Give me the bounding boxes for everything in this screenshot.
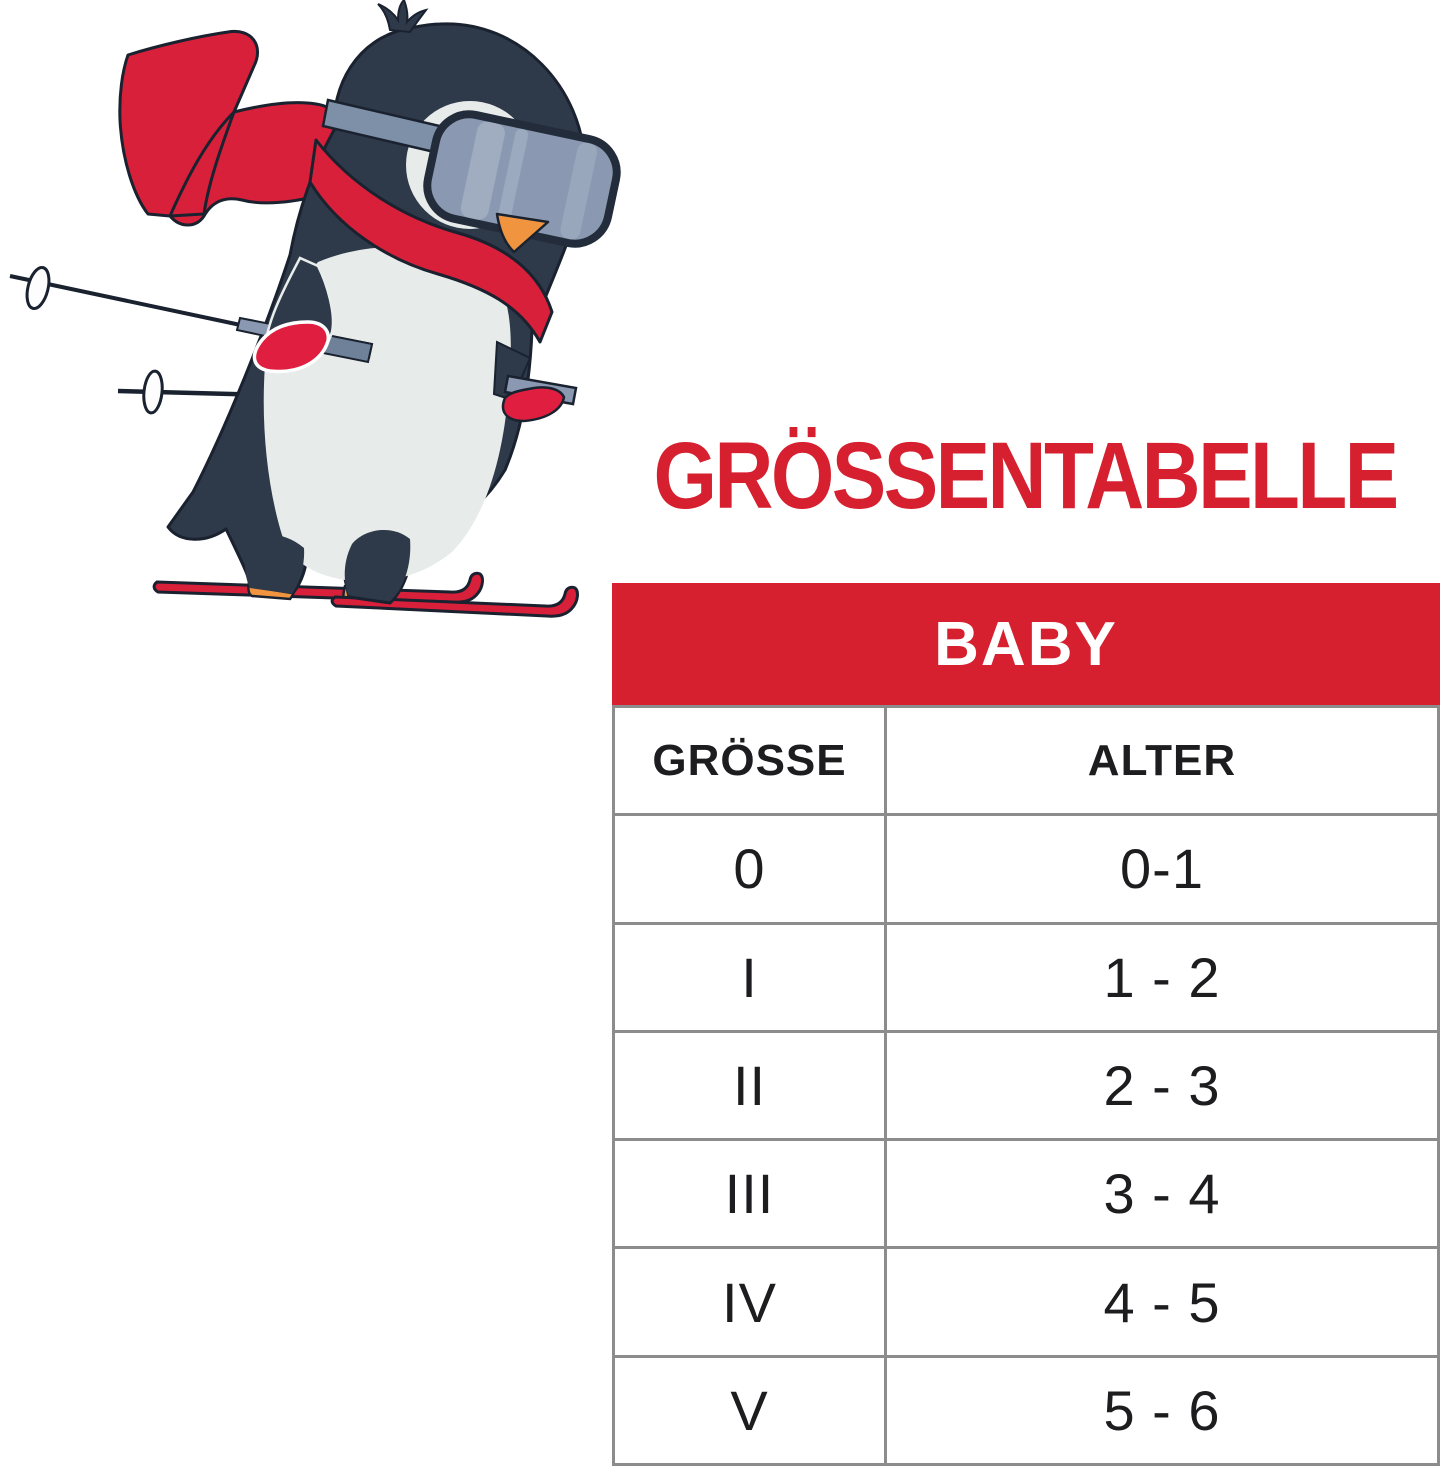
column-header-size: GRÖSSE — [615, 705, 887, 813]
size-table-grid — [612, 705, 1440, 1466]
table-category-header: BABY — [612, 583, 1440, 705]
size-table — [612, 583, 1440, 1466]
size-cell: III — [615, 1138, 887, 1246]
column-header-age: ALTER — [887, 705, 1437, 813]
age-cell: 1 - 2 — [887, 922, 1437, 1030]
age-cell: 0-1 — [887, 813, 1437, 921]
size-cell: 0 — [615, 813, 887, 921]
size-cell: V — [615, 1355, 887, 1463]
penguin-leg — [245, 534, 304, 594]
right-arm-and-pole — [494, 342, 576, 421]
red-mitten — [503, 387, 564, 421]
page-title: GRÖSSENTABELLE — [653, 422, 1397, 529]
age-cell: 4 - 5 — [887, 1246, 1437, 1354]
age-cell: 5 - 6 — [887, 1355, 1437, 1463]
size-cell: I — [615, 922, 887, 1030]
age-cell: 2 - 3 — [887, 1030, 1437, 1138]
age-cell: 3 - 4 — [887, 1138, 1437, 1246]
size-cell: IV — [615, 1246, 887, 1354]
size-cell: II — [615, 1030, 887, 1138]
skiing-penguin-icon — [0, 0, 660, 660]
